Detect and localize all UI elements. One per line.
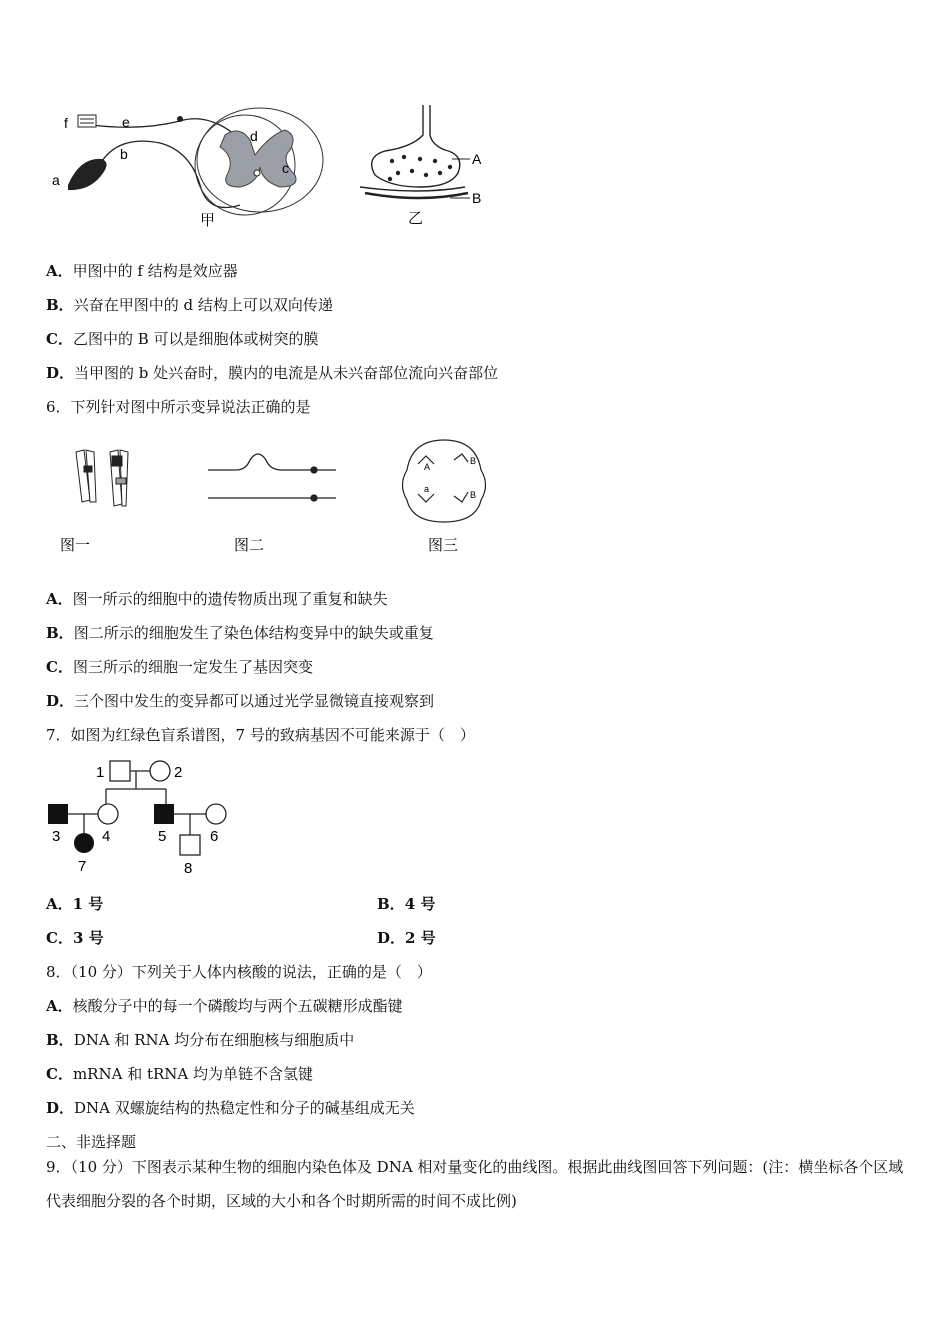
pedigree-male-3-affected bbox=[48, 804, 68, 824]
pedigree-label-8: 8 bbox=[184, 860, 193, 877]
q5-option-b[interactable]: B．兴奋在甲图中的 d 结构上可以双向传递 bbox=[46, 296, 333, 314]
q5-option-d[interactable]: D．当甲图的 b 处兴奋时，膜内的电流是从未兴奋部位流向兴奋部位 bbox=[46, 364, 499, 382]
label-A: A bbox=[472, 151, 482, 167]
label-B: B bbox=[472, 190, 482, 206]
caption-yi: 乙 bbox=[408, 210, 424, 227]
caption-fig1: 图一 bbox=[60, 537, 91, 554]
pedigree-label-3: 3 bbox=[52, 828, 61, 845]
pedigree-label-7: 7 bbox=[78, 858, 87, 875]
label-c: c bbox=[282, 160, 289, 176]
q8-option-d[interactable]: D．DNA 双螺旋结构的热稳定性和分子的碱基组成无关 bbox=[46, 1099, 415, 1117]
synaptic-vesicles bbox=[388, 155, 452, 181]
caption-jia: 甲 bbox=[200, 212, 216, 229]
label-a: a bbox=[52, 172, 60, 188]
pedigree-label-4: 4 bbox=[102, 828, 111, 845]
q7-option-a[interactable]: A．1 号 bbox=[46, 895, 104, 913]
q7-option-c[interactable]: C．3 号 bbox=[46, 929, 104, 947]
caption-fig2: 图二 bbox=[234, 537, 265, 554]
label-f: f bbox=[64, 115, 68, 131]
variation-figures bbox=[46, 430, 506, 560]
q6-option-a[interactable]: A．图一所示的细胞中的遗传物质出现了重复和缺失 bbox=[46, 590, 388, 608]
q6-option-d[interactable]: D．三个图中发生的变异都可以通过光学显微镜直接观察到 bbox=[46, 692, 435, 710]
pedigree-male-8 bbox=[180, 835, 200, 855]
pedigree-label-6: 6 bbox=[210, 828, 219, 845]
pedigree-label-1: 1 bbox=[96, 764, 105, 781]
effector-f bbox=[78, 115, 96, 127]
q6-stem: 6．下列针对图中所示变异说法正确的是 bbox=[46, 398, 311, 416]
reflex-arc-figure bbox=[40, 95, 510, 235]
pedigree-chart bbox=[46, 757, 246, 882]
fig3-cell bbox=[403, 440, 486, 522]
q8-option-b[interactable]: B．DNA 和 RNA 均分布在细胞核与细胞质中 bbox=[46, 1031, 355, 1049]
gray-matter bbox=[220, 130, 296, 187]
q6-option-c[interactable]: C．图三所示的细胞一定发生了基因突变 bbox=[46, 658, 313, 676]
receptor-a bbox=[68, 159, 107, 190]
label-d: d bbox=[250, 128, 258, 144]
pedigree-label-5: 5 bbox=[158, 828, 167, 845]
q7-option-b[interactable]: B．4 号 bbox=[377, 895, 436, 913]
pedigree-female-6 bbox=[206, 804, 226, 824]
postsynaptic-membrane bbox=[365, 193, 468, 198]
q9-stem: 9．（10 分）下图表示某种生物的细胞内染色体及 DNA 相对量变化的曲线图。根据此曲线图回答下列问题：(注：横坐标各个区域代表细胞分裂的各个时期，区域的大小和各个时期所需的时间不成比例) bbox=[46, 1158, 904, 1210]
label-b: b bbox=[120, 146, 128, 162]
q7-option-d[interactable]: D．2 号 bbox=[377, 929, 436, 947]
pedigree-female-2 bbox=[150, 761, 170, 781]
allele-a: a bbox=[424, 484, 430, 494]
q8-option-a[interactable]: A．核酸分子中的每一个磷酸均与两个五碳糖形成酯键 bbox=[46, 997, 403, 1015]
section-heading: 二、非选择题 bbox=[46, 1133, 137, 1151]
q8-stem: 8．（10 分）下列关于人体内核酸的说法，正确的是（ ） bbox=[46, 963, 432, 981]
pedigree-male-1 bbox=[110, 761, 130, 781]
allele-A: A bbox=[424, 462, 431, 472]
allele-B-bottom: B bbox=[470, 490, 477, 500]
q6-option-b[interactable]: B．图二所示的细胞发生了染色体结构变异中的缺失或重复 bbox=[46, 624, 434, 642]
caption-fig3: 图三 bbox=[428, 537, 459, 554]
q5-option-a[interactable]: A．甲图中的 f 结构是效应器 bbox=[46, 262, 238, 280]
q7-stem: 7．如图为红绿色盲系谱图，7 号的致病基因不可能来源于（ ） bbox=[46, 726, 475, 744]
pedigree-male-5-affected bbox=[154, 804, 174, 824]
allele-B-top: B bbox=[470, 456, 477, 466]
fig1-chromosomes bbox=[76, 450, 128, 506]
q8-option-c[interactable]: C．mRNA 和 tRNA 均为单链不含氢键 bbox=[46, 1065, 314, 1083]
fig2-chromosome-pair bbox=[208, 454, 336, 501]
q5-option-c[interactable]: C．乙图中的 B 可以是细胞体或树突的膜 bbox=[46, 330, 319, 348]
pedigree-female-7-affected bbox=[74, 833, 94, 853]
label-e: e bbox=[122, 114, 130, 130]
pedigree-label-2: 2 bbox=[174, 764, 183, 781]
synapse-terminal bbox=[372, 105, 460, 187]
pedigree-female-4 bbox=[98, 804, 118, 824]
